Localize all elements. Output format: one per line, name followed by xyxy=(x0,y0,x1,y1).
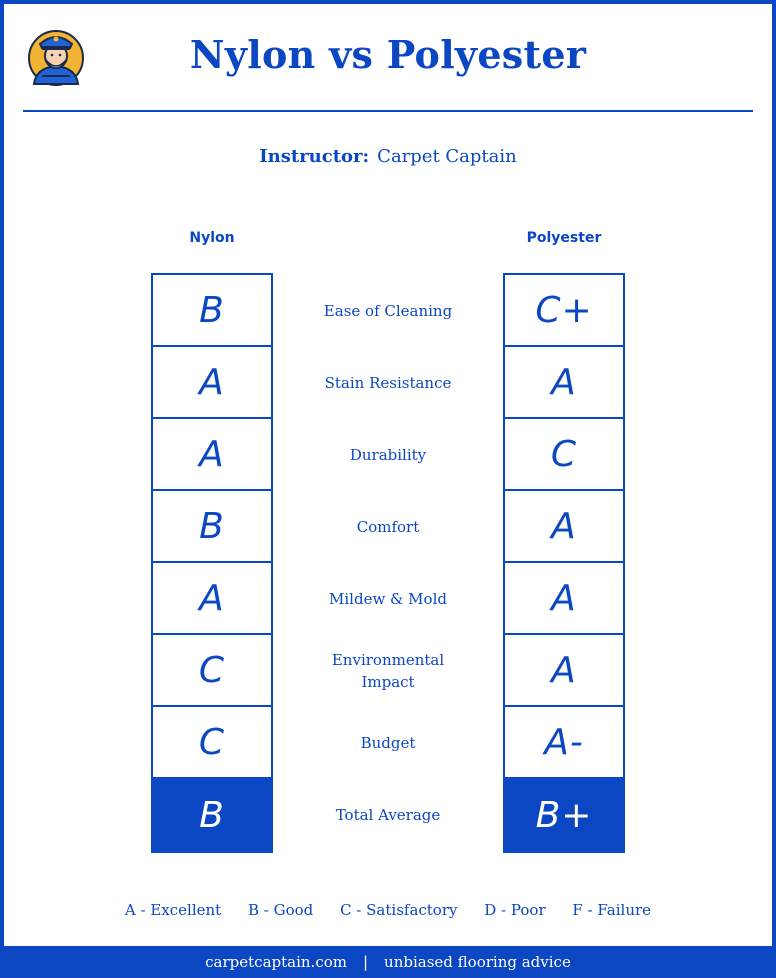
instructor-line xyxy=(0,146,776,167)
polyester-total-grade: B+ xyxy=(505,779,623,851)
footer-separator: | xyxy=(362,953,369,971)
criterion-label: Stain Resistance xyxy=(324,374,452,392)
grade-legend xyxy=(0,901,776,919)
header-divider xyxy=(23,110,753,112)
polyester-grade-cell: A xyxy=(505,635,623,707)
criteria-column xyxy=(288,275,488,851)
polyester-grade-cell: C xyxy=(505,419,623,491)
footer-bar xyxy=(0,946,776,978)
polyester-grade-cell: A xyxy=(505,491,623,563)
nylon-grade-cell: B xyxy=(153,491,271,563)
criterion-label: Durability xyxy=(349,446,427,464)
criterion-label: Comfort xyxy=(356,518,420,536)
nylon-grade-cell: C xyxy=(153,635,271,707)
nylon-grade-cell: A xyxy=(153,347,271,419)
legend-item: C - Satisfactory xyxy=(340,901,458,919)
legend-item: B - Good xyxy=(248,901,314,919)
legend-item: D - Poor xyxy=(484,901,546,919)
nylon-grade-cell: B xyxy=(153,275,271,347)
footer-tagline: unbiased flooring advice xyxy=(384,953,571,971)
criterion-label: Environmental Impact xyxy=(331,651,445,691)
polyester-grade-cell: C+ xyxy=(505,275,623,347)
nylon-grade-column xyxy=(151,273,273,853)
instructor-name: Carpet Captain xyxy=(377,146,517,167)
nylon-grade-cell: C xyxy=(153,707,271,779)
page-title: Nylon vs Polyester xyxy=(189,32,587,77)
polyester-grade-cell: A xyxy=(505,347,623,419)
polyester-grade-column xyxy=(503,273,625,853)
criterion-label: Mildew & Mold xyxy=(329,590,447,608)
nylon-total-grade: B xyxy=(153,779,271,851)
footer-site-link[interactable]: carpetcaptain.com xyxy=(205,953,347,971)
nylon-grade-cell: A xyxy=(153,419,271,491)
criterion-label: Ease of Cleaning xyxy=(323,302,453,320)
nylon-column-heading: Nylon xyxy=(189,230,235,246)
polyester-grade-cell: A- xyxy=(505,707,623,779)
polyester-column-heading: Polyester xyxy=(526,230,602,246)
nylon-grade-cell: A xyxy=(153,563,271,635)
legend-item: A - Excellent xyxy=(124,901,222,919)
criterion-label: Budget xyxy=(360,734,416,752)
total-average-label: Total Average xyxy=(335,806,441,824)
polyester-grade-cell: A xyxy=(505,563,623,635)
legend-item: F - Failure xyxy=(572,901,652,919)
instructor-label: Instructor: xyxy=(259,146,370,167)
